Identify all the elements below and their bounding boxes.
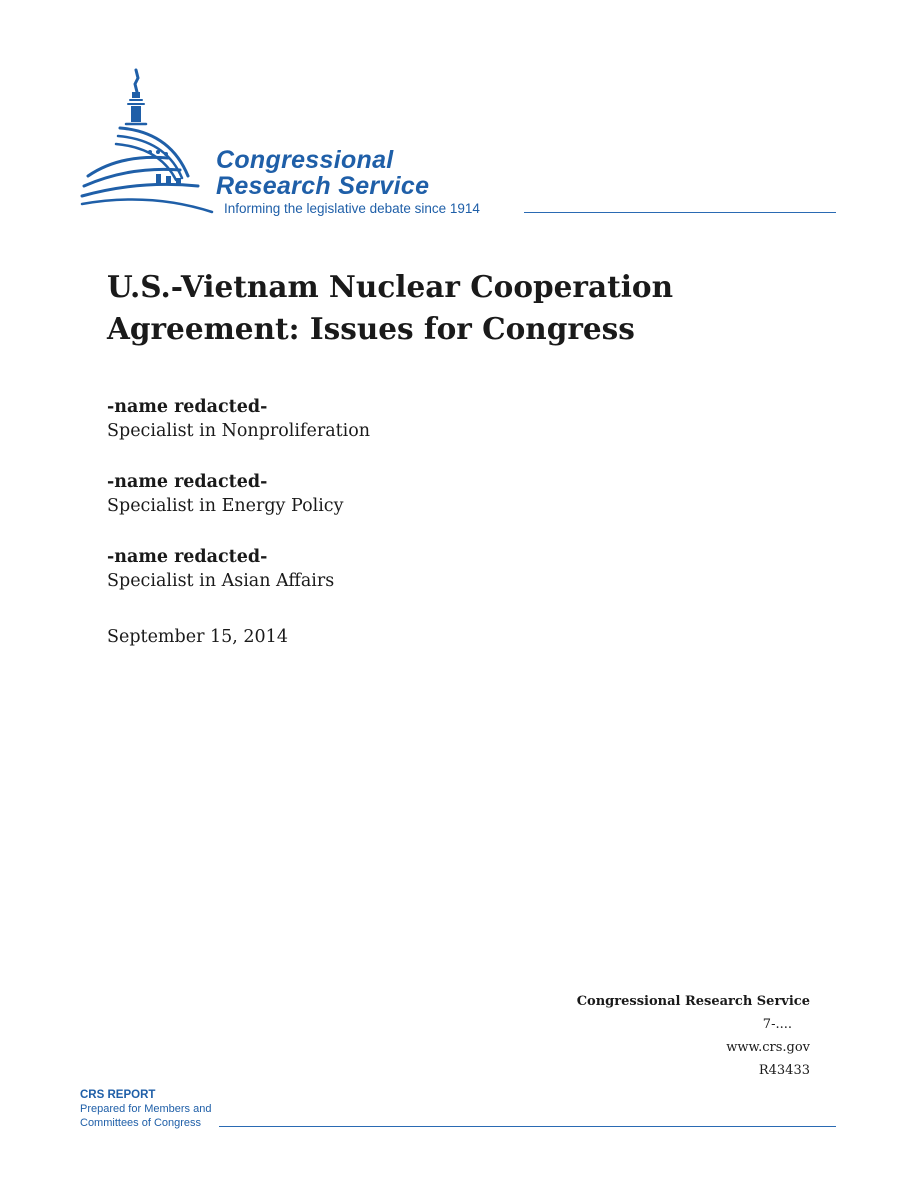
footer-line-1: Prepared for Members and (80, 1103, 212, 1115)
crs-phone: 7-.... (762, 1017, 792, 1032)
report-date: September 15, 2014 (107, 627, 288, 647)
crs-logo (80, 66, 840, 226)
tagline: Informing the legislative debate since 1914 (224, 201, 480, 216)
org-name-line2: Research Service (216, 172, 430, 200)
report-title (107, 266, 747, 350)
capitol-dome-icon (80, 66, 220, 216)
author-2 (107, 470, 343, 518)
author-name: -name redacted- (107, 547, 268, 567)
crs-website[interactable]: www.crs.gov (726, 1040, 810, 1055)
org-name-line1: Congressional (216, 146, 394, 174)
author-1 (107, 395, 370, 443)
report-number: R43433 (758, 1063, 810, 1078)
author-3 (107, 545, 334, 593)
tagline-rule (524, 212, 836, 213)
crs-contact-info (577, 990, 810, 1082)
author-name: -name redacted- (107, 397, 268, 417)
crs-name: Congressional Research Service (576, 994, 810, 1009)
footer-rule (219, 1126, 836, 1127)
footer-label: CRS REPORT (80, 1089, 156, 1101)
author-title: Specialist in Nonproliferation (107, 421, 371, 441)
author-title: Specialist in Energy Policy (107, 496, 344, 516)
crs-report-footer (80, 1088, 211, 1130)
author-name: -name redacted- (107, 472, 268, 492)
title-line-2: Agreement: Issues for Congress (107, 311, 635, 346)
footer-line-2: Committees of Congress (80, 1117, 202, 1129)
title-line-1: U.S.-Vietnam Nuclear Cooperation (107, 269, 674, 304)
author-title: Specialist in Asian Affairs (107, 571, 335, 591)
